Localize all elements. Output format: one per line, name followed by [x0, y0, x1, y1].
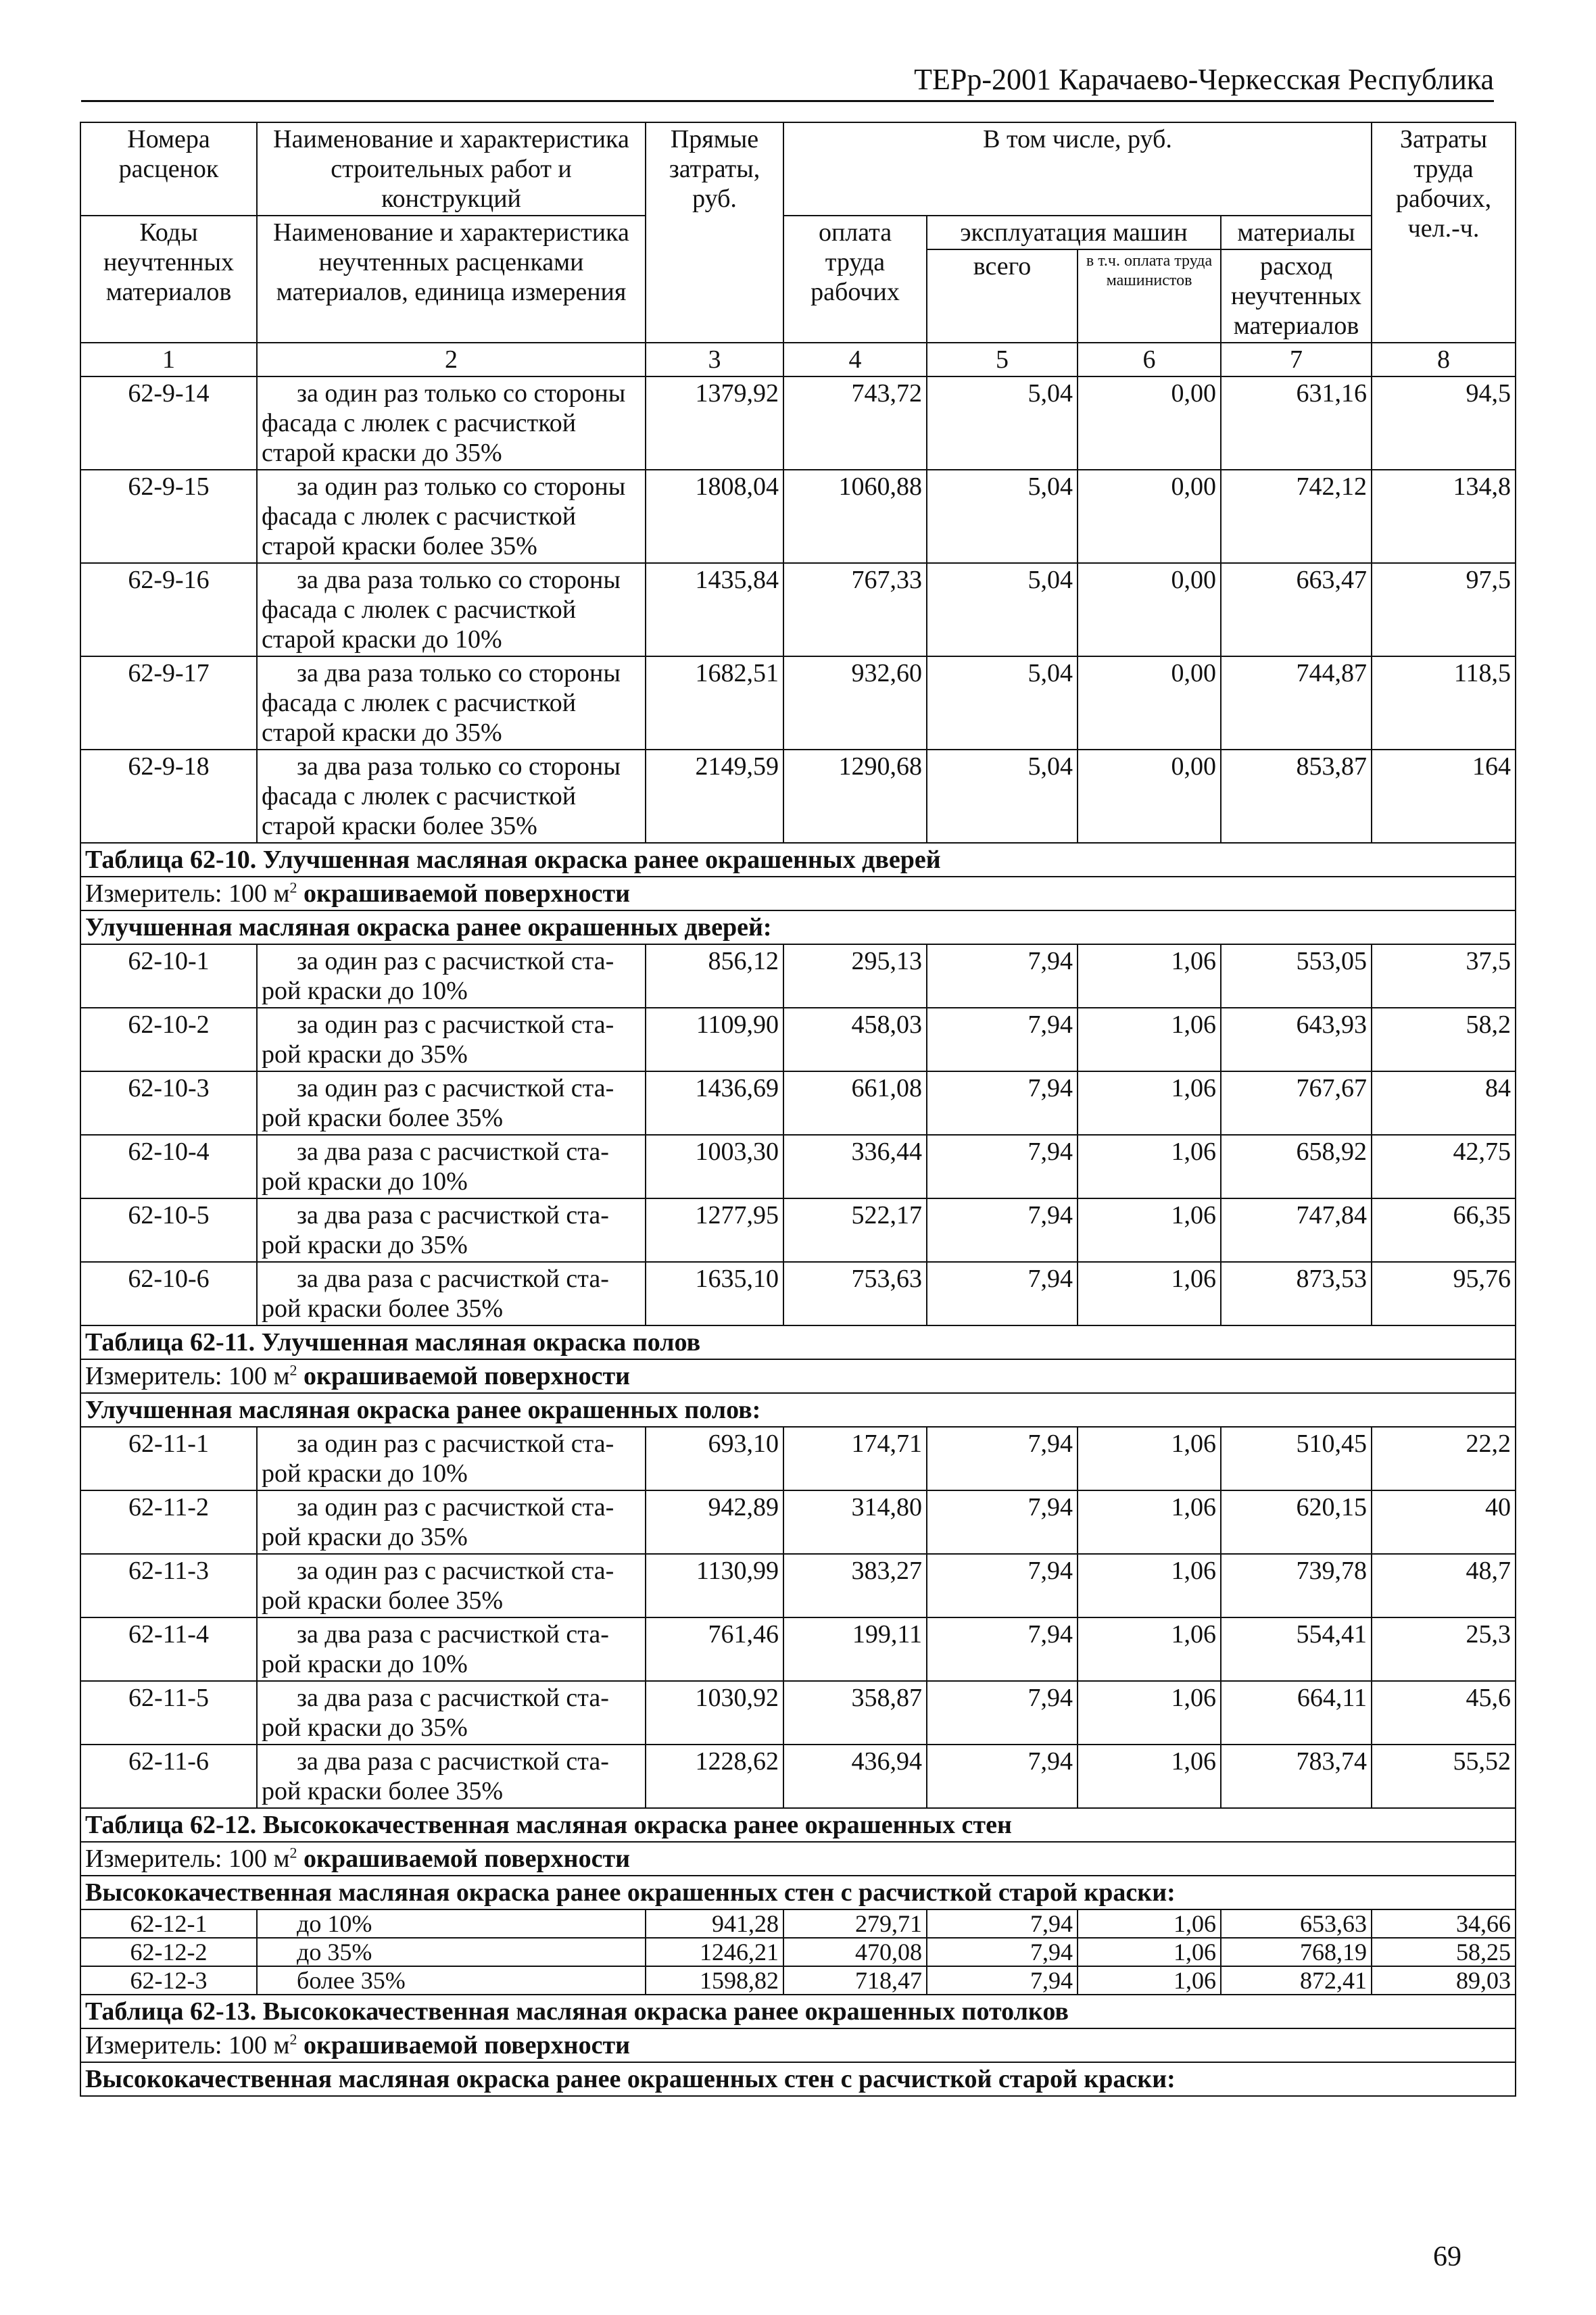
machines-total-value: 7,94: [927, 1966, 1078, 1995]
header-labor-hours: Затраты труда рабочих, чел.-ч.: [1372, 122, 1516, 343]
rate-code: 62-12-2: [80, 1938, 257, 1966]
direct-costs-value: 1277,95: [646, 1198, 783, 1262]
materials-value: 663,47: [1221, 563, 1372, 656]
measure-exponent: 2: [289, 879, 297, 896]
table-title-row: [80, 1808, 1516, 1842]
materials-value: 554,41: [1221, 1617, 1372, 1681]
table-row: [80, 944, 1516, 1008]
rate-code: 62-9-15: [80, 470, 257, 563]
work-description: [257, 1966, 646, 1995]
work-description: [257, 1135, 646, 1198]
work-description: [257, 1008, 646, 1071]
direct-costs-value: 942,89: [646, 1490, 783, 1554]
machines-total-value: 7,94: [927, 1938, 1078, 1966]
operators-wage-value: 1,06: [1078, 1198, 1221, 1262]
rate-code: 62-10-6: [80, 1262, 257, 1325]
measure-prefix: Измеритель: 100 м: [85, 879, 290, 908]
table-row: [80, 1554, 1516, 1617]
machines-total-value: 5,04: [927, 750, 1078, 843]
materials-value: 742,12: [1221, 470, 1372, 563]
measure-prefix: Измеритель: 100 м: [85, 2031, 290, 2060]
machines-total-value: 7,94: [927, 1745, 1078, 1808]
labor-hours-value: 37,5: [1372, 944, 1516, 1008]
description-continuation: рой краски более 35%: [262, 1777, 504, 1805]
table-title-row: [80, 1995, 1516, 2028]
labor-hours-value: 40: [1372, 1490, 1516, 1554]
rate-code: 62-11-5: [80, 1681, 257, 1745]
materials-value: 643,93: [1221, 1008, 1372, 1071]
group-heading-row: [80, 1393, 1516, 1427]
labor-wage-value: 767,33: [783, 563, 927, 656]
rate-code: 62-11-6: [80, 1745, 257, 1808]
labor-wage-value: 314,80: [783, 1490, 927, 1554]
description-first-line: за один раз только со стороны: [297, 472, 626, 501]
work-description: [257, 656, 646, 750]
column-number: 4: [783, 343, 927, 376]
materials-value: 747,84: [1221, 1198, 1372, 1262]
operators-wage-value: 1,06: [1078, 1745, 1221, 1808]
machines-total-value: 7,94: [927, 1262, 1078, 1325]
materials-value: 653,63: [1221, 1909, 1372, 1938]
description-continuation: рой краски до 10%: [262, 1650, 468, 1678]
rate-code: 62-10-4: [80, 1135, 257, 1198]
labor-hours-value: 45,6: [1372, 1681, 1516, 1745]
labor-hours-value: 97,5: [1372, 563, 1516, 656]
table-title: Таблица 62-10. Улучшенная масляная окраска ранее окрашенных дверей: [80, 843, 1516, 877]
description-continuation: рой краски до 10%: [262, 1459, 468, 1488]
description-first-line: за два раза только со стороны: [297, 659, 621, 687]
header-machines-total: всего: [927, 249, 1078, 343]
machines-total-value: 7,94: [927, 1554, 1078, 1617]
table-row: [80, 1262, 1516, 1325]
direct-costs-value: 1808,04: [646, 470, 783, 563]
work-description: [257, 1745, 646, 1808]
header-in-total: В том числе, руб.: [783, 122, 1372, 216]
labor-wage-value: 436,94: [783, 1745, 927, 1808]
work-description: [257, 1427, 646, 1490]
labor-hours-value: 58,2: [1372, 1008, 1516, 1071]
table-title: Таблица 62-11. Улучшенная масляная окраска полов: [80, 1325, 1516, 1359]
header-direct-costs: Прямые затраты, руб.: [646, 122, 783, 343]
work-description: [257, 1617, 646, 1681]
rate-code: 62-12-1: [80, 1909, 257, 1938]
column-number: 5: [927, 343, 1078, 376]
measure-unit: [80, 1842, 1516, 1876]
labor-hours-value: 42,75: [1372, 1135, 1516, 1198]
table-row: [80, 1681, 1516, 1745]
operators-wage-value: 0,00: [1078, 750, 1221, 843]
table-row: [80, 1135, 1516, 1198]
description-first-line: за два раза с расчисткой ста-: [297, 1201, 609, 1229]
operators-wage-value: 0,00: [1078, 563, 1221, 656]
description-first-line: за два раза только со стороны: [297, 566, 621, 594]
description-continuation: фасада с люлек с расчисткой старой краски до 10%: [262, 595, 577, 654]
running-head: ТЕРр-2001 Карачаево-Черкесская Республика: [81, 62, 1494, 102]
labor-hours-value: 48,7: [1372, 1554, 1516, 1617]
materials-value: 739,78: [1221, 1554, 1372, 1617]
work-description: [257, 1938, 646, 1966]
measure-exponent: 2: [289, 1844, 297, 1861]
table-row: [80, 750, 1516, 843]
page-number: 69: [1433, 2241, 1461, 2272]
direct-costs-value: 1246,21: [646, 1938, 783, 1966]
labor-wage-value: 295,13: [783, 944, 927, 1008]
work-description: [257, 1262, 646, 1325]
description-continuation: рой краски более 35%: [262, 1104, 504, 1132]
description-first-line: более 35%: [297, 1967, 406, 1994]
labor-wage-value: 458,03: [783, 1008, 927, 1071]
materials-value: 658,92: [1221, 1135, 1372, 1198]
rate-code: 62-11-4: [80, 1617, 257, 1681]
labor-wage-value: 1060,88: [783, 470, 927, 563]
direct-costs-value: 1130,99: [646, 1554, 783, 1617]
direct-costs-value: 1030,92: [646, 1681, 783, 1745]
direct-costs-value: 1682,51: [646, 656, 783, 750]
table-title: Таблица 62-12. Высококачественная масляная окраска ранее окрашенных стен: [80, 1808, 1516, 1842]
operators-wage-value: 1,06: [1078, 1071, 1221, 1135]
table-row: [80, 1427, 1516, 1490]
rate-code: 62-11-2: [80, 1490, 257, 1554]
labor-hours-value: 22,2: [1372, 1427, 1516, 1490]
description-first-line: за один раз с расчисткой ста-: [297, 1430, 614, 1458]
description-first-line: до 10%: [297, 1910, 372, 1937]
operators-wage-value: 1,06: [1078, 1490, 1221, 1554]
column-number: 7: [1221, 343, 1372, 376]
labor-hours-value: 89,03: [1372, 1966, 1516, 1995]
labor-wage-value: 470,08: [783, 1938, 927, 1966]
measure-exponent: 2: [289, 1361, 297, 1379]
work-description: [257, 1490, 646, 1554]
machines-total-value: 7,94: [927, 1135, 1078, 1198]
header-col1-top: Номера расценок: [80, 122, 257, 216]
direct-costs-value: 941,28: [646, 1909, 783, 1938]
labor-wage-value: 336,44: [783, 1135, 927, 1198]
table-row: [80, 1938, 1516, 1966]
description-first-line: за два раза с расчисткой ста-: [297, 1265, 609, 1293]
direct-costs-value: 1598,82: [646, 1966, 783, 1995]
operators-wage-value: 0,00: [1078, 656, 1221, 750]
description-first-line: за один раз с расчисткой ста-: [297, 1493, 614, 1521]
measure-unit: [80, 877, 1516, 910]
labor-wage-value: 174,71: [783, 1427, 927, 1490]
machines-total-value: 7,94: [927, 1008, 1078, 1071]
column-number: 8: [1372, 343, 1516, 376]
machines-total-value: 5,04: [927, 376, 1078, 470]
table-body: [80, 122, 1516, 2096]
operators-wage-value: 0,00: [1078, 376, 1221, 470]
column-number: 1: [80, 343, 257, 376]
rate-code: 62-9-16: [80, 563, 257, 656]
column-number: 6: [1078, 343, 1221, 376]
work-description: [257, 563, 646, 656]
description-first-line: за один раз с расчисткой ста-: [297, 1074, 614, 1102]
machines-total-value: 7,94: [927, 944, 1078, 1008]
machines-total-value: 5,04: [927, 470, 1078, 563]
description-continuation: фасада с люлек с расчисткой старой краски более 35%: [262, 502, 577, 560]
machines-total-value: 7,94: [927, 1617, 1078, 1681]
table-row: [80, 656, 1516, 750]
table-title-row: [80, 843, 1516, 877]
header-unaccounted-materials: расход неучтенных материалов: [1221, 249, 1372, 343]
description-first-line: за один раз с расчисткой ста-: [297, 1557, 614, 1585]
materials-value: 553,05: [1221, 944, 1372, 1008]
table-row: [80, 1008, 1516, 1071]
description-continuation: фасада с люлек с расчисткой старой краски до 35%: [262, 409, 577, 467]
work-description: [257, 1909, 646, 1938]
description-continuation: рой краски более 35%: [262, 1586, 504, 1615]
operators-wage-value: 1,06: [1078, 1008, 1221, 1071]
group-heading: Улучшенная масляная окраска ранее окрашенных дверей:: [80, 910, 1516, 944]
header-col2-bottom: Наименование и характеристика неучтенных расценками материалов, единица измерения: [257, 216, 646, 343]
labor-wage-value: 753,63: [783, 1262, 927, 1325]
group-heading: Высококачественная масляная окраска ранее окрашенных стен с расчисткой старой краски:: [80, 2062, 1516, 2096]
rate-code: 62-10-2: [80, 1008, 257, 1071]
table-title-row: [80, 1325, 1516, 1359]
materials-value: 620,15: [1221, 1490, 1372, 1554]
table-row: [80, 1071, 1516, 1135]
direct-costs-value: 1109,90: [646, 1008, 783, 1071]
description-continuation: рой краски до 35%: [262, 1523, 468, 1551]
description-continuation: фасада с люлек с расчисткой старой краски до 35%: [262, 689, 577, 747]
work-description: [257, 1681, 646, 1745]
rate-code: 62-11-1: [80, 1427, 257, 1490]
machines-total-value: 7,94: [927, 1909, 1078, 1938]
measure-row: [80, 1359, 1516, 1393]
materials-value: 664,11: [1221, 1681, 1372, 1745]
description-continuation: рой краски до 35%: [262, 1713, 468, 1742]
header-labor: оплата труда рабочих: [783, 216, 927, 343]
direct-costs-value: 856,12: [646, 944, 783, 1008]
description-first-line: за два раза с расчисткой ста-: [297, 1138, 609, 1166]
operators-wage-value: 1,06: [1078, 1135, 1221, 1198]
operators-wage-value: 1,06: [1078, 1681, 1221, 1745]
table-row: [80, 1909, 1516, 1938]
description-continuation: рой краски более 35%: [262, 1294, 504, 1323]
measure-row: [80, 877, 1516, 910]
measure-prefix: Измеритель: 100 м: [85, 1845, 290, 1873]
direct-costs-value: 1228,62: [646, 1745, 783, 1808]
direct-costs-value: 1003,30: [646, 1135, 783, 1198]
column-number: 2: [257, 343, 646, 376]
materials-value: 767,67: [1221, 1071, 1372, 1135]
header-row-2: [80, 216, 1516, 249]
work-description: [257, 470, 646, 563]
header-row-1: [80, 122, 1516, 216]
work-description: [257, 1554, 646, 1617]
description-first-line: за два раза только со стороны: [297, 752, 621, 781]
rate-code: 62-9-14: [80, 376, 257, 470]
description-continuation: рой краски до 10%: [262, 1167, 468, 1196]
direct-costs-value: 1635,10: [646, 1262, 783, 1325]
machines-total-value: 7,94: [927, 1198, 1078, 1262]
labor-wage-value: 1290,68: [783, 750, 927, 843]
materials-value: 510,45: [1221, 1427, 1372, 1490]
labor-hours-value: 66,35: [1372, 1198, 1516, 1262]
description-first-line: за один раз с расчисткой ста-: [297, 947, 614, 975]
labor-hours-value: 84: [1372, 1071, 1516, 1135]
work-description: [257, 944, 646, 1008]
operators-wage-value: 1,06: [1078, 944, 1221, 1008]
measure-unit: [80, 1359, 1516, 1393]
direct-costs-value: 761,46: [646, 1617, 783, 1681]
description-first-line: до 35%: [297, 1939, 372, 1966]
operators-wage-value: 0,00: [1078, 470, 1221, 563]
header-col1-bottom: Коды неучтенных материалов: [80, 216, 257, 343]
labor-hours-value: 118,5: [1372, 656, 1516, 750]
description-first-line: за два раза с расчисткой ста-: [297, 1747, 609, 1776]
materials-value: 872,41: [1221, 1966, 1372, 1995]
machines-total-value: 5,04: [927, 656, 1078, 750]
machines-total-value: 7,94: [927, 1681, 1078, 1745]
labor-hours-value: 164: [1372, 750, 1516, 843]
measure-suffix: окрашиваемой поверхности: [297, 1362, 631, 1390]
direct-costs-value: 1436,69: [646, 1071, 783, 1135]
direct-costs-value: 2149,59: [646, 750, 783, 843]
measure-row: [80, 1842, 1516, 1876]
operators-wage-value: 1,06: [1078, 1909, 1221, 1938]
group-heading-row: [80, 910, 1516, 944]
rate-code: 62-10-3: [80, 1071, 257, 1135]
materials-value: 783,74: [1221, 1745, 1372, 1808]
group-heading-row: [80, 1876, 1516, 1909]
labor-hours-value: 25,3: [1372, 1617, 1516, 1681]
operators-wage-value: 1,06: [1078, 1427, 1221, 1490]
rate-code: 62-9-17: [80, 656, 257, 750]
machines-total-value: 7,94: [927, 1071, 1078, 1135]
table-row: [80, 563, 1516, 656]
operators-wage-value: 1,06: [1078, 1966, 1221, 1995]
work-description: [257, 750, 646, 843]
labor-wage-value: 661,08: [783, 1071, 927, 1135]
description-continuation: фасада с люлек с расчисткой старой краски более 35%: [262, 782, 577, 840]
labor-wage-value: 522,17: [783, 1198, 927, 1262]
description-continuation: рой краски до 10%: [262, 977, 468, 1005]
labor-hours-value: 34,66: [1372, 1909, 1516, 1938]
measure-prefix: Измеритель: 100 м: [85, 1362, 290, 1390]
work-description: [257, 1198, 646, 1262]
rate-code: 62-10-5: [80, 1198, 257, 1262]
group-heading: Высококачественная масляная окраска ранее окрашенных стен с расчисткой старой краски:: [80, 1876, 1516, 1909]
description-continuation: рой краски до 35%: [262, 1231, 468, 1259]
measure-row: [80, 2028, 1516, 2062]
machines-total-value: 7,94: [927, 1427, 1078, 1490]
rate-code: 62-9-18: [80, 750, 257, 843]
machines-total-value: 5,04: [927, 563, 1078, 656]
labor-hours-value: 95,76: [1372, 1262, 1516, 1325]
direct-costs-value: 1379,92: [646, 376, 783, 470]
operators-wage-value: 1,06: [1078, 1554, 1221, 1617]
rates-table: [80, 122, 1516, 2097]
table-row: [80, 1966, 1516, 1995]
group-heading: Улучшенная масляная окраска ранее окрашенных полов:: [80, 1393, 1516, 1427]
work-description: [257, 1071, 646, 1135]
labor-wage-value: 383,27: [783, 1554, 927, 1617]
measure-exponent: 2: [289, 2030, 297, 2048]
header-materials: материалы: [1221, 216, 1372, 249]
table-title: Таблица 62-13. Высококачественная масляная окраска ранее окрашенных потолков: [80, 1995, 1516, 2028]
description-continuation: рой краски до 35%: [262, 1040, 468, 1069]
header-machines: эксплуатация машин: [927, 216, 1221, 249]
labor-wage-value: 279,71: [783, 1909, 927, 1938]
materials-value: 744,87: [1221, 656, 1372, 750]
materials-value: 631,16: [1221, 376, 1372, 470]
table-row: [80, 1198, 1516, 1262]
measure-suffix: окрашиваемой поверхности: [297, 1845, 631, 1873]
materials-value: 768,19: [1221, 1938, 1372, 1966]
table-row: [80, 470, 1516, 563]
labor-wage-value: 199,11: [783, 1617, 927, 1681]
group-heading-row: [80, 2062, 1516, 2096]
labor-hours-value: 94,5: [1372, 376, 1516, 470]
column-number: 3: [646, 343, 783, 376]
rate-code: 62-10-1: [80, 944, 257, 1008]
description-first-line: за один раз с расчисткой ста-: [297, 1010, 614, 1039]
labor-wage-value: 358,87: [783, 1681, 927, 1745]
rate-code: 62-11-3: [80, 1554, 257, 1617]
materials-value: 873,53: [1221, 1262, 1372, 1325]
labor-hours-value: 55,52: [1372, 1745, 1516, 1808]
operators-wage-value: 1,06: [1078, 1262, 1221, 1325]
labor-wage-value: 932,60: [783, 656, 927, 750]
machines-total-value: 7,94: [927, 1490, 1078, 1554]
direct-costs-value: 693,10: [646, 1427, 783, 1490]
table-row: [80, 1617, 1516, 1681]
measure-suffix: окрашиваемой поверхности: [297, 879, 631, 908]
operators-wage-value: 1,06: [1078, 1617, 1221, 1681]
table-row: [80, 1490, 1516, 1554]
labor-hours-value: 134,8: [1372, 470, 1516, 563]
header-col2-top: Наименование и характеристика строительных работ и конструкций: [257, 122, 646, 216]
measure-suffix: окрашиваемой поверхности: [297, 2031, 631, 2060]
description-first-line: за два раза с расчисткой ста-: [297, 1620, 609, 1649]
header-operators: в т.ч. оплата труда машинистов: [1078, 249, 1221, 343]
materials-value: 853,87: [1221, 750, 1372, 843]
description-first-line: за один раз только со стороны: [297, 379, 626, 408]
description-first-line: за два раза с расчисткой ста-: [297, 1684, 609, 1712]
operators-wage-value: 1,06: [1078, 1938, 1221, 1966]
measure-unit: [80, 2028, 1516, 2062]
rate-code: 62-12-3: [80, 1966, 257, 1995]
table-row: [80, 1745, 1516, 1808]
labor-wage-value: 743,72: [783, 376, 927, 470]
labor-hours-value: 58,25: [1372, 1938, 1516, 1966]
column-numbers-row: [80, 343, 1516, 376]
work-description: [257, 376, 646, 470]
table-row: [80, 376, 1516, 470]
direct-costs-value: 1435,84: [646, 563, 783, 656]
labor-wage-value: 718,47: [783, 1966, 927, 1995]
